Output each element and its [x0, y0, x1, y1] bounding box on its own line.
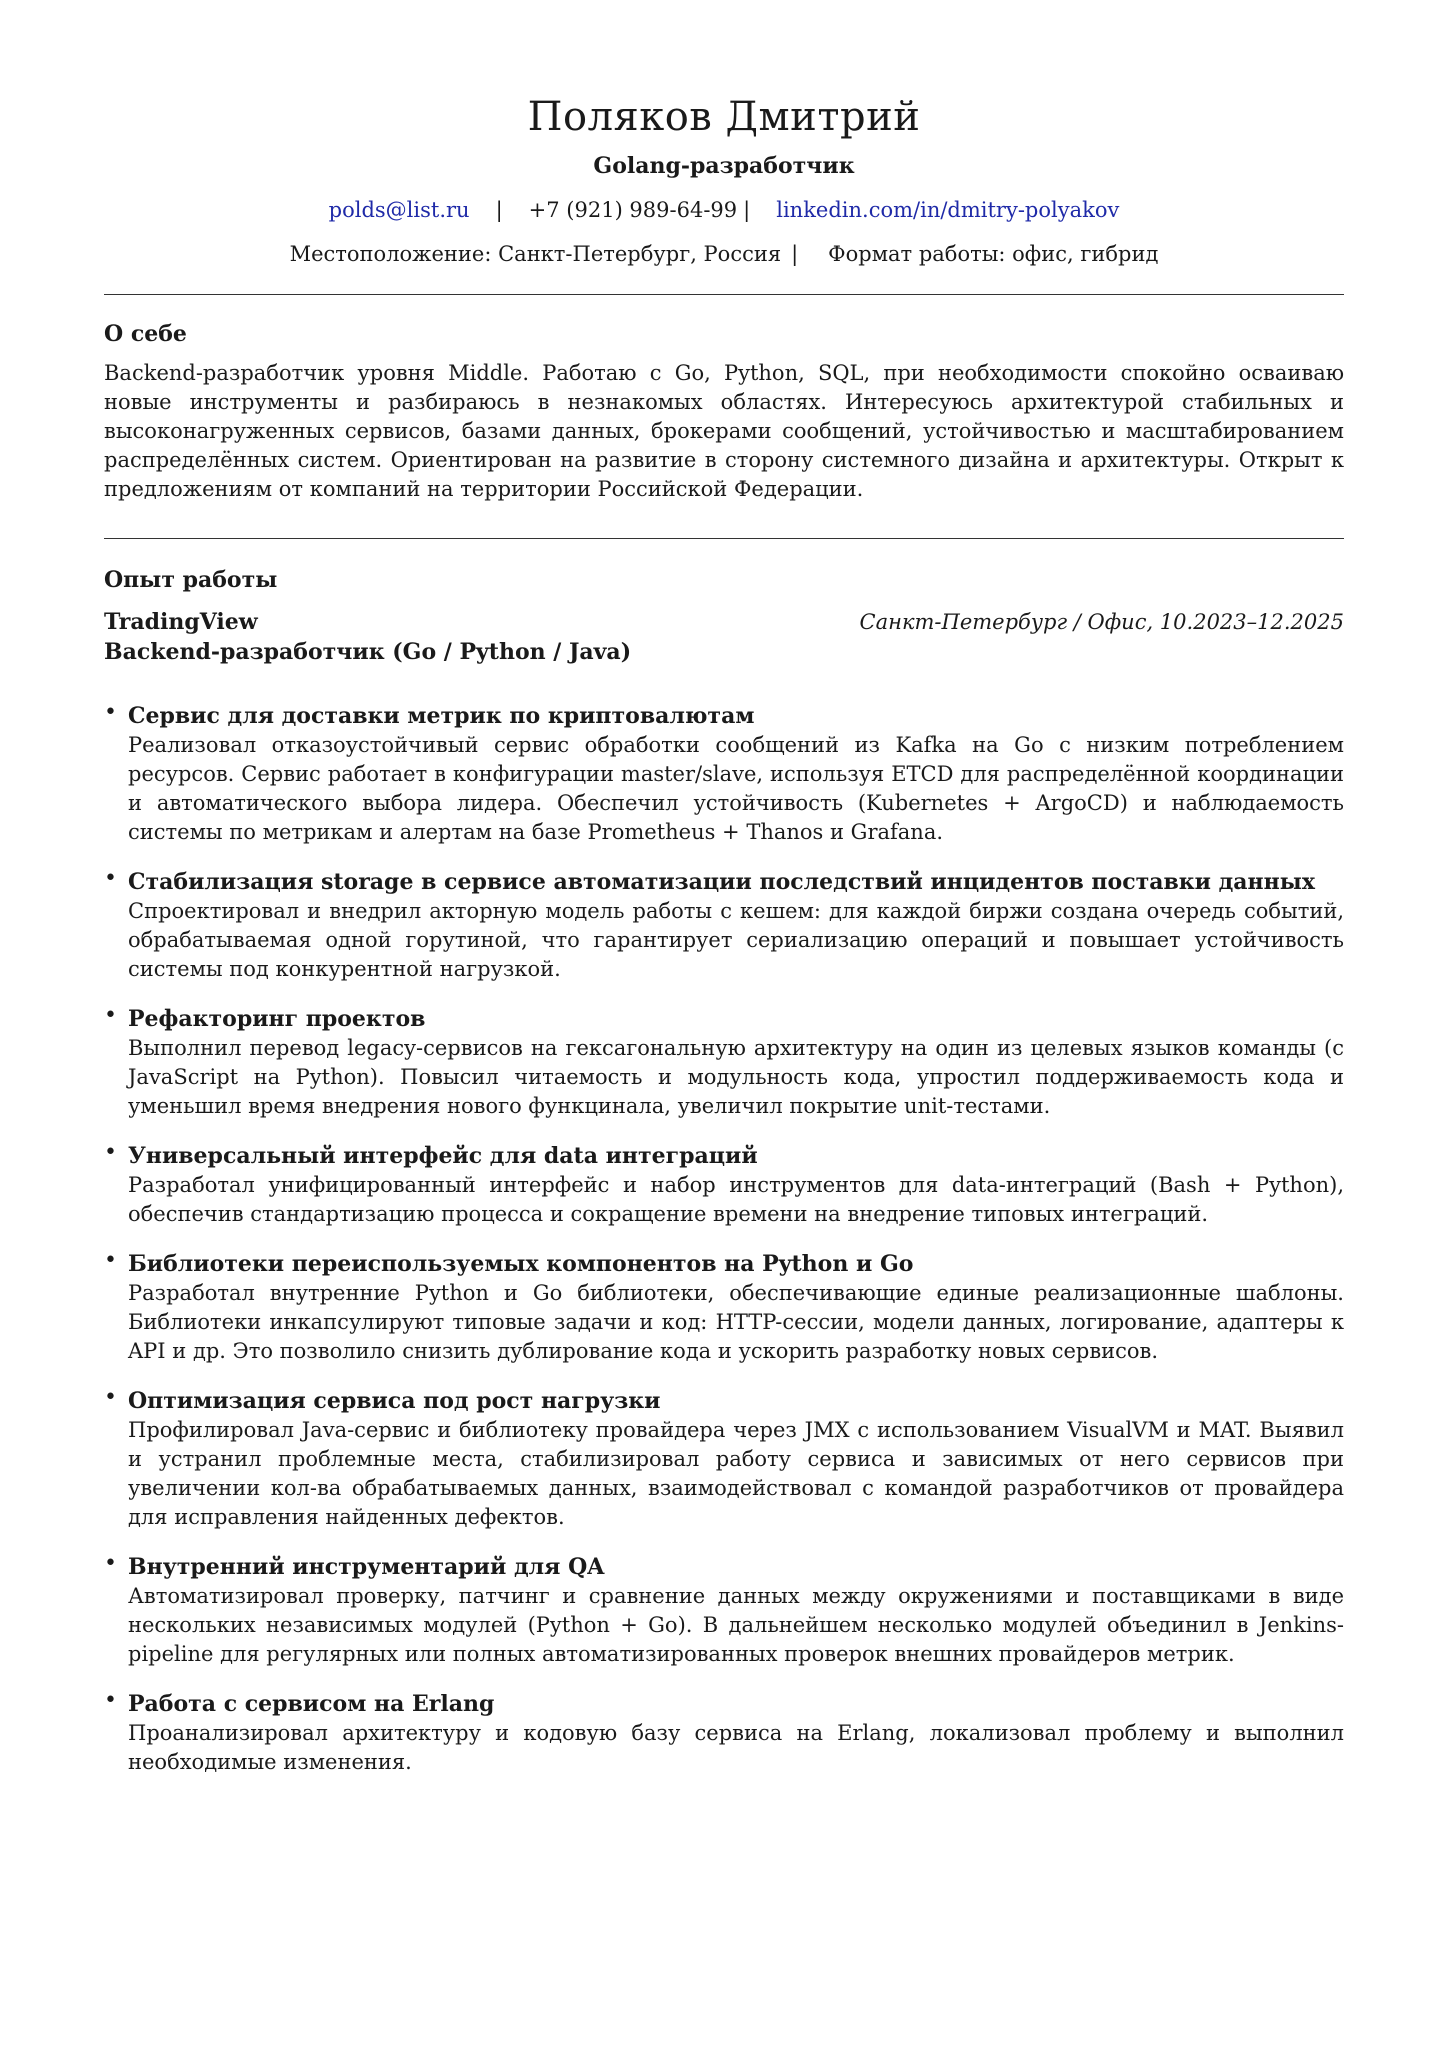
project-item [104, 1004, 1344, 1121]
project-title: • Рефакторинг проектов [128, 1006, 426, 1032]
candidate-role: Golang-разработчик [593, 153, 855, 179]
resume-page [104, 0, 1344, 1797]
section-divider [104, 538, 1344, 539]
experience-heading: Опыт работы [104, 567, 278, 593]
project-title: • Библиотеки переиспользуемых компонентов на Python и Go [128, 1251, 914, 1277]
resume-header [104, 0, 1344, 268]
project-description: Выполнил перевод legacy-сервисов на гексагональную архитектуру на один из целевых языков команды (с JavaScript на Python). Повысил читаемость и модульность кода, упростил поддерживаемость кода и уменьшил время внедрения нового функцинала, увеличил покрытие unit-тестами. [128, 1036, 1344, 1118]
project-item [104, 701, 1344, 847]
location-text: Местоположение: Санкт-Петербург, Россия [289, 242, 782, 266]
contact-separator: | [743, 198, 751, 222]
linkedin-link[interactable]: linkedin.com/in/dmitry-polyakov [776, 198, 1120, 222]
project-item [104, 1689, 1344, 1777]
contacts-line [104, 196, 1344, 224]
project-list [104, 701, 1344, 1777]
job-header [104, 607, 1344, 637]
project-description: Автоматизировал проверку, патчинг и сравнение данных между окружениями и поставщиками в виде нескольких независимых модулей (Python + Go). В дальнейшем несколько модулей объединил в Jenkins-pipeline для регулярных или полных автоматизированных проверок внешних провайдеров метрик. [128, 1584, 1344, 1666]
project-description: Проанализировал архитектуру и кодовую базу сервиса на Erlang, локализовал проблему и выполнил необходимые изменения. [128, 1721, 1344, 1774]
project-description: Разработал внутренние Python и Go библиотеки, обеспечивающие единые реализационные шаблоны. Библиотеки инкапсулируют типовые задачи и код: HTTP-сессии, модели данных, логирование, адаптеры к API и др. Это позволило снизить дублирование кода и ускорить разработку новых сервисов. [128, 1281, 1344, 1363]
project-item [104, 1552, 1344, 1669]
company-name: TradingView [104, 609, 258, 635]
candidate-name: Поляков Дмитрий [527, 94, 921, 140]
project-item [104, 867, 1344, 984]
experience-section [104, 565, 1344, 1777]
contact-separator: | [495, 198, 503, 222]
project-description: Профилировал Java-сервис и библиотеку провайдера через JMX с использованием VisualVM и MAT. Выявил и устранил проблемные места, стабилизировал работу сервиса и зависимых от него сервисов при увеличении кол-ва обрабатываемых данных, взаимодействовал с командой разработчиков от провайдера для исправления найденных дефектов. [128, 1418, 1344, 1529]
location-separator: | [791, 242, 799, 266]
project-title: • Стабилизация storage в сервисе автоматизации последствий инцидентов поставки данных [128, 869, 1315, 895]
about-text: Backend-разработчик уровня Middle. Работаю с Go, Python, SQL, при необходимости спокойно осваиваю новые инструменты и разбираюсь в незнакомых областях. Интересуюсь архитектурой стабильных и высоконагруженных сервисов, базами данных, брокерами сообщений, устойчивостью и масштабированием распределённых систем. Ориентирован на развитие в сторону системного дизайна и архитектуры. Открыт к предложениям от компаний на территории Российской Федерации. [104, 361, 1344, 501]
header-divider [104, 294, 1344, 295]
project-item [104, 1386, 1344, 1532]
project-title: • Работа с сервисом на Erlang [128, 1691, 495, 1717]
phone-number: +7 (921) 989-64-99 [528, 198, 738, 222]
project-item [104, 1249, 1344, 1366]
location-line [104, 240, 1344, 268]
project-title: • Внутренний инструментарий для QA [128, 1554, 605, 1580]
project-title: • Универсальный интерфейс для data интеграций [128, 1143, 758, 1169]
project-description: Реализовал отказоустойчивый сервис обработки сообщений из Kafka на Go с низким потреблением ресурсов. Сервис работает в конфигурации master/slave, используя ETCD для распределённой координации и автоматического выбора лидера. Обеспечил устойчивость (Kubernetes + ArgoCD) и наблюдаемость системы по метрикам и алертам на базе Prometheus + Thanos и Grafana. [128, 733, 1344, 844]
project-description: Спроектировал и внедрил акторную модель работы с кешем: для каждой биржи создана очередь событий, обрабатываемая одной горутиной, что гарантирует сериализацию операций и повышает устойчивость системы под конкурентной нагрузкой. [128, 899, 1344, 981]
about-section [104, 319, 1344, 504]
job-position: Backend-разработчик (Go / Python / Java) [104, 639, 632, 665]
project-title: • Оптимизация сервиса под рост нагрузки [128, 1388, 661, 1414]
job-location-dates: Санкт-Петербург / Офис, 10.2023–12.2025 [859, 610, 1344, 634]
project-description: Разработал унифицированный интерфейс и набор инструментов для data-интеграций (Bash + Python), обеспечив стандартизацию процесса и сокращение времени на внедрение типовых интеграций. [128, 1173, 1344, 1226]
work-format-text: Формат работы: офис, гибрид [828, 242, 1159, 266]
project-title: • Сервис для доставки метрик по криптовалютам [128, 703, 755, 729]
email-link[interactable]: polds@list.ru [328, 198, 470, 222]
project-item [104, 1141, 1344, 1229]
about-heading: О себе [104, 321, 187, 347]
